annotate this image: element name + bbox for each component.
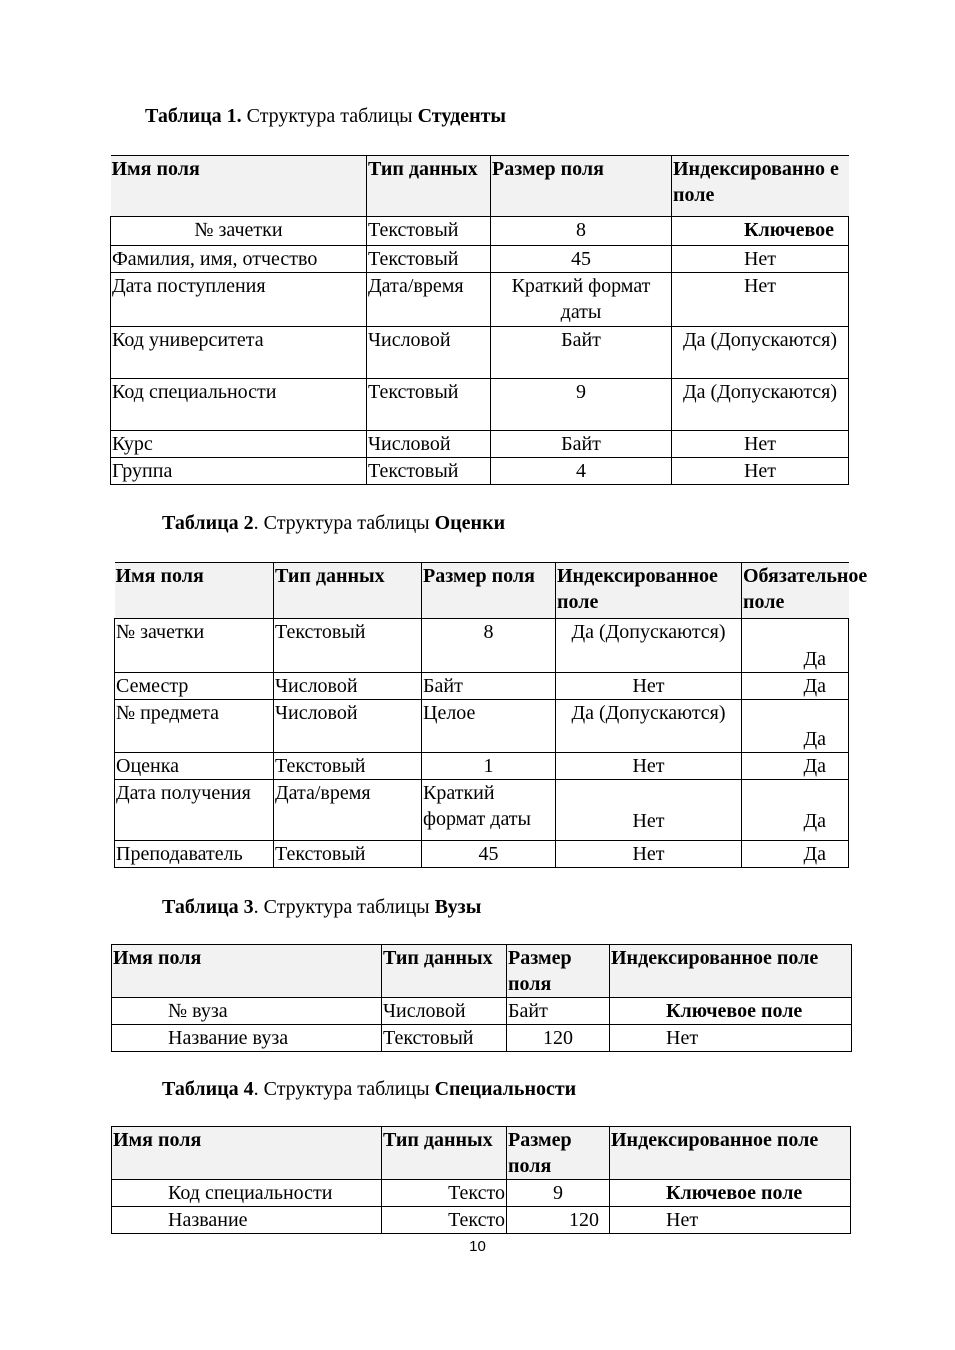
table-cell: Нет — [672, 431, 849, 458]
table-cell: Семестр — [115, 673, 274, 700]
table-cell: № зачетки — [115, 619, 274, 673]
table-cell: Текстовый — [367, 458, 491, 485]
table-cell: 1 — [422, 753, 556, 780]
table-cell: Код специальности — [111, 379, 367, 431]
table2-header-size: Размер поля — [422, 563, 556, 619]
table-cell: Краткий формат даты — [491, 273, 672, 327]
table1-caption-name: Студенты — [417, 105, 507, 127]
table2-header-required: Обязательное поле — [742, 563, 849, 619]
table-cell: Да (Допускаются) — [556, 700, 742, 753]
page-number: 10 — [469, 1238, 486, 1255]
table-cell: Байт — [507, 998, 610, 1025]
table-cell: 120 — [507, 1207, 610, 1234]
table-row — [115, 700, 849, 753]
table-cell: 45 — [422, 841, 556, 868]
table-row — [115, 673, 849, 700]
table3-header-row — [112, 945, 852, 998]
table4-caption — [162, 1077, 576, 1101]
table3-header-size: Размер поля — [507, 945, 610, 998]
table-row — [112, 1025, 852, 1052]
table-cell: Преподаватель — [115, 841, 274, 868]
table-row — [111, 246, 849, 273]
table-cell: Текстовый — [274, 841, 422, 868]
table2-caption-name: Оценки — [434, 512, 506, 534]
table3-caption-name: Вузы — [434, 896, 482, 918]
table-row — [112, 998, 852, 1025]
table1-header-name: Имя поля — [111, 156, 367, 217]
table-cell: 9 — [491, 379, 672, 431]
table-cell: Дата/время — [367, 273, 491, 327]
table-cell: Нет — [672, 458, 849, 485]
table-cell: Дата получения — [115, 780, 274, 841]
table-cell: 45 — [491, 246, 672, 273]
table-cell: Нет — [672, 246, 849, 273]
table-row — [115, 780, 849, 841]
table-cell: Текстовый — [274, 619, 422, 673]
table-cell: Название вуза — [112, 1025, 382, 1052]
table-cell: Да — [742, 780, 849, 841]
table-cell: 8 — [422, 619, 556, 673]
table-cell: Числовой — [274, 700, 422, 753]
table-cell: Код специальности — [112, 1180, 382, 1207]
table-cell: Ключевое поле — [610, 998, 852, 1025]
table-cell: Фамилия, имя, отчество — [111, 246, 367, 273]
table-cell: Дата/время — [274, 780, 422, 841]
table-row — [111, 273, 849, 327]
table-cell: Да — [742, 619, 849, 673]
table-row — [111, 431, 849, 458]
table-cell: Текстовый — [367, 379, 491, 431]
table1-caption — [145, 104, 506, 128]
table-cell: Да (Допускаются) — [672, 327, 849, 379]
table3-header-type: Тип данных — [382, 945, 507, 998]
table3-caption — [162, 895, 481, 919]
table-row — [111, 458, 849, 485]
table2-caption — [162, 511, 505, 535]
table-cell: Нет — [556, 673, 742, 700]
table-cell: 120 — [507, 1025, 610, 1052]
table-cell: Числовой — [274, 673, 422, 700]
table-cell: Текстовый — [367, 246, 491, 273]
table1 — [110, 155, 849, 485]
table-cell: Байт — [422, 673, 556, 700]
table2-header-name: Имя поля — [115, 563, 274, 619]
table-cell: Да (Допускаются) — [672, 379, 849, 431]
table1-header-index: Индексированно е поле — [672, 156, 849, 217]
table-row — [115, 753, 849, 780]
table4-header-index: Индексированное поле — [610, 1127, 851, 1180]
table-row — [111, 327, 849, 379]
table3-caption-label: Таблица 3 — [162, 896, 254, 918]
table-row — [112, 1207, 851, 1234]
table-row — [112, 1180, 851, 1207]
table-cell: Целое — [422, 700, 556, 753]
table1-header-row — [111, 156, 849, 217]
table-cell: Да — [742, 753, 849, 780]
table4-caption-name: Специальности — [434, 1078, 577, 1100]
table3-header-name: Имя поля — [112, 945, 382, 998]
table-cell: № вуза — [112, 998, 382, 1025]
table2-header-type: Тип данных — [274, 563, 422, 619]
table-cell: Да — [742, 700, 849, 753]
table-cell: Нет — [610, 1207, 851, 1234]
table-row — [111, 217, 849, 246]
table-cell: Название — [112, 1207, 382, 1234]
table-cell: Группа — [111, 458, 367, 485]
table-cell: № зачетки — [111, 217, 367, 246]
table3-caption-text: . Структура таблицы — [253, 896, 435, 918]
table-cell: Курс — [111, 431, 367, 458]
table4-header-row — [112, 1127, 851, 1180]
table-cell: Дата поступления — [111, 273, 367, 327]
table-cell: Нет — [556, 753, 742, 780]
table-cell: Нет — [672, 273, 849, 327]
table-cell: Байт — [491, 431, 672, 458]
table-row — [115, 619, 849, 673]
table-cell: Нет — [556, 780, 742, 841]
table-cell: Да (Допускаются) — [556, 619, 742, 673]
table2-caption-text: . Структура таблицы — [253, 512, 435, 534]
table2 — [114, 562, 868, 868]
table-cell: Тексто — [382, 1207, 507, 1234]
table-cell: Числовой — [382, 998, 507, 1025]
table1-header-type: Тип данных — [367, 156, 491, 217]
table-cell: Текстовый — [367, 217, 491, 246]
table-cell: Тексто — [382, 1180, 507, 1207]
table-cell: Оценка — [115, 753, 274, 780]
table-cell: Да — [742, 673, 849, 700]
table-row — [111, 379, 849, 431]
table-cell: Числовой — [367, 327, 491, 379]
table-cell: Числовой — [367, 431, 491, 458]
table4-header-type: Тип данных — [382, 1127, 507, 1180]
table-row — [115, 841, 849, 868]
table4-caption-text: . Структура таблицы — [253, 1078, 435, 1100]
table-cell: Байт — [491, 327, 672, 379]
table2-header-row — [115, 563, 849, 619]
table4-header-name: Имя поля — [112, 1127, 382, 1180]
table-cell: Ключевое — [672, 217, 849, 246]
table3 — [111, 944, 852, 1052]
table1-header-size: Размер поля — [491, 156, 672, 217]
table-cell: Нет — [610, 1025, 852, 1052]
table4-caption-label: Таблица 4 — [162, 1078, 254, 1100]
table-cell: № предмета — [115, 700, 274, 753]
table-cell: 8 — [491, 217, 672, 246]
table-cell: Текстовый — [274, 753, 422, 780]
table-cell: Текстовый — [382, 1025, 507, 1052]
table-cell: Да — [742, 841, 849, 868]
table1-caption-label: Таблица 1. — [145, 105, 242, 127]
table2-caption-label: Таблица 2 — [162, 512, 254, 534]
table3-header-index: Индексированное поле — [610, 945, 852, 998]
table4 — [111, 1126, 851, 1234]
table-cell: Код университета — [111, 327, 367, 379]
table1-caption-text: Структура таблицы — [241, 105, 418, 127]
table-cell: 9 — [507, 1180, 610, 1207]
table-cell: Ключевое поле — [610, 1180, 851, 1207]
table4-header-size: Размер поля — [507, 1127, 610, 1180]
table-cell: 4 — [491, 458, 672, 485]
table-cell: Краткий формат даты — [422, 780, 556, 841]
table2-header-index: Индексированное поле — [556, 563, 742, 619]
table-cell: Нет — [556, 841, 742, 868]
